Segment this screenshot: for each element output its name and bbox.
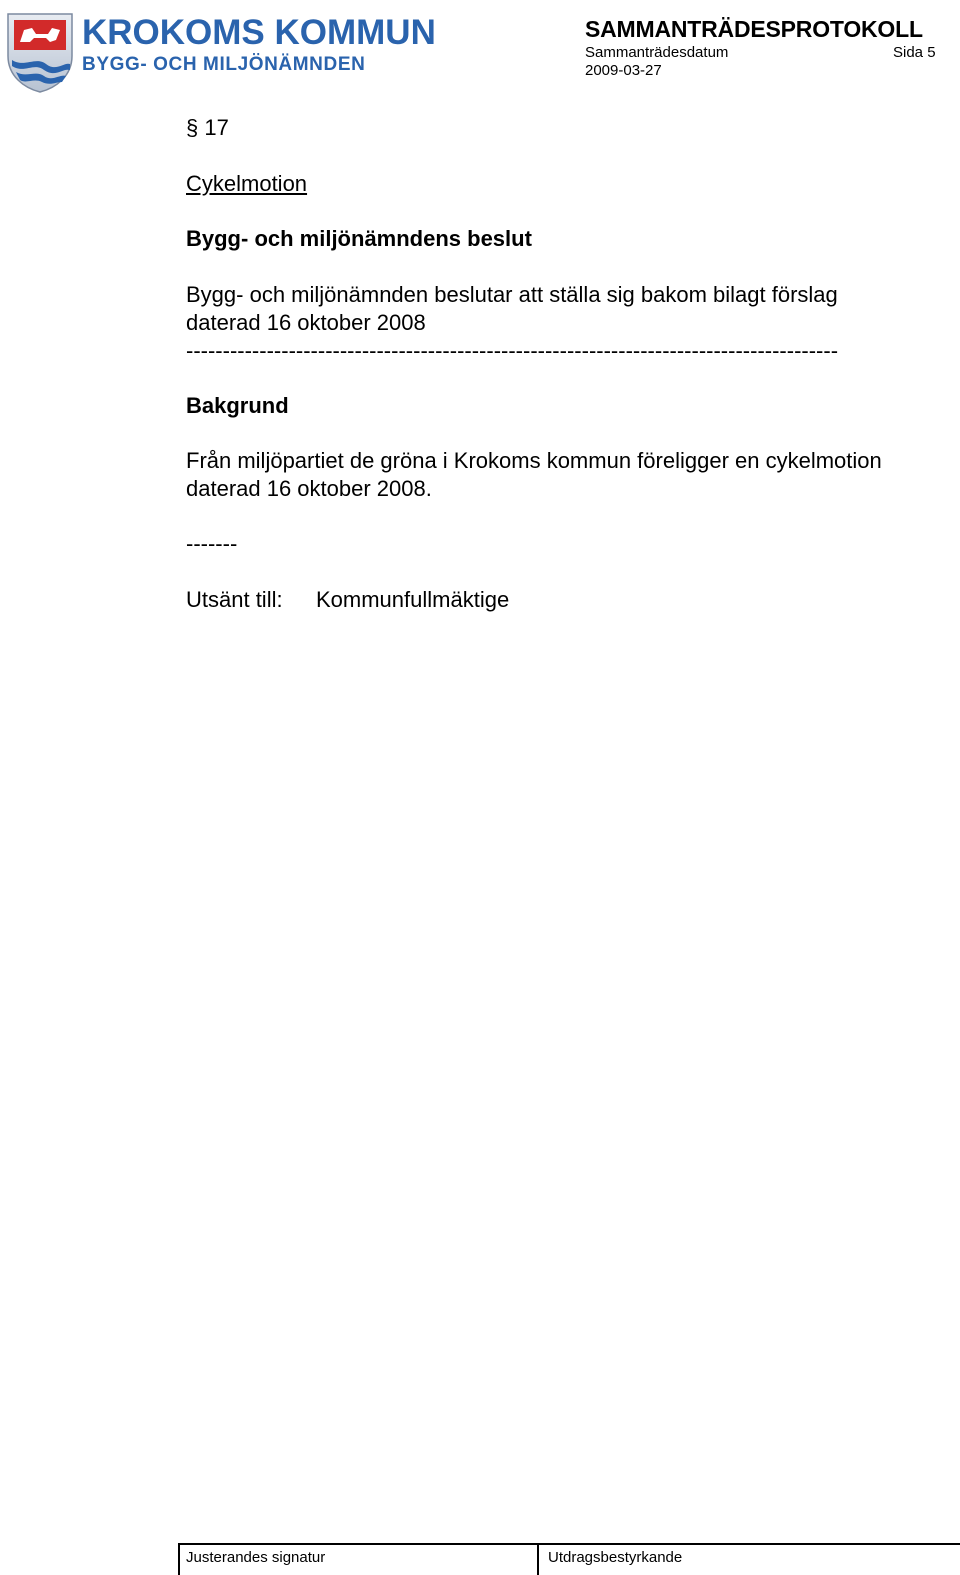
excerpt-certifier-field: Utdragsbestyrkande xyxy=(548,1549,683,1566)
municipality-shield-icon xyxy=(6,12,74,94)
background-line: Från miljöpartiet de gröna i Krokoms kommun föreligger en cykelmotion xyxy=(186,448,882,473)
protocol-title: SAMMANTRÄDESPROTOKOLL xyxy=(585,16,923,42)
decision-line: Bygg- och miljönämnden beslutar att ställa sig bakom bilagt förslag xyxy=(186,282,838,307)
item-title: Cykelmotion xyxy=(186,171,308,196)
sent-to-value: Kommunfullmäktige xyxy=(316,587,510,612)
background-line: daterad 16 oktober 2008. xyxy=(186,476,432,501)
decision-line: daterad 16 oktober 2008 xyxy=(186,310,426,335)
adjuster-signature-field: Justerandes signatur xyxy=(186,1549,326,1566)
section-number: § 17 xyxy=(186,115,229,140)
decision-text xyxy=(186,281,838,337)
logo-name: KROKOMS KOMMUN xyxy=(82,13,436,52)
sent-to-label: Utsänt till: xyxy=(186,587,283,612)
logo-text xyxy=(82,14,436,76)
meeting-date: 2009-03-27 xyxy=(585,62,662,79)
page-number: Sida 5 xyxy=(893,44,936,61)
decision-heading: Bygg- och miljönämndens beslut xyxy=(186,226,532,251)
separator-line: ----------------------------------------------------------------------------------------- xyxy=(186,338,839,363)
meeting-date-label: Sammanträdesdatum xyxy=(585,44,729,61)
footer-divider xyxy=(537,1545,539,1575)
background-heading: Bakgrund xyxy=(186,393,289,418)
background-text xyxy=(186,447,882,503)
logo-subtitle: BYGG- OCH MILJÖNÄMNDEN xyxy=(82,54,366,75)
separator-short: ------- xyxy=(186,531,238,556)
